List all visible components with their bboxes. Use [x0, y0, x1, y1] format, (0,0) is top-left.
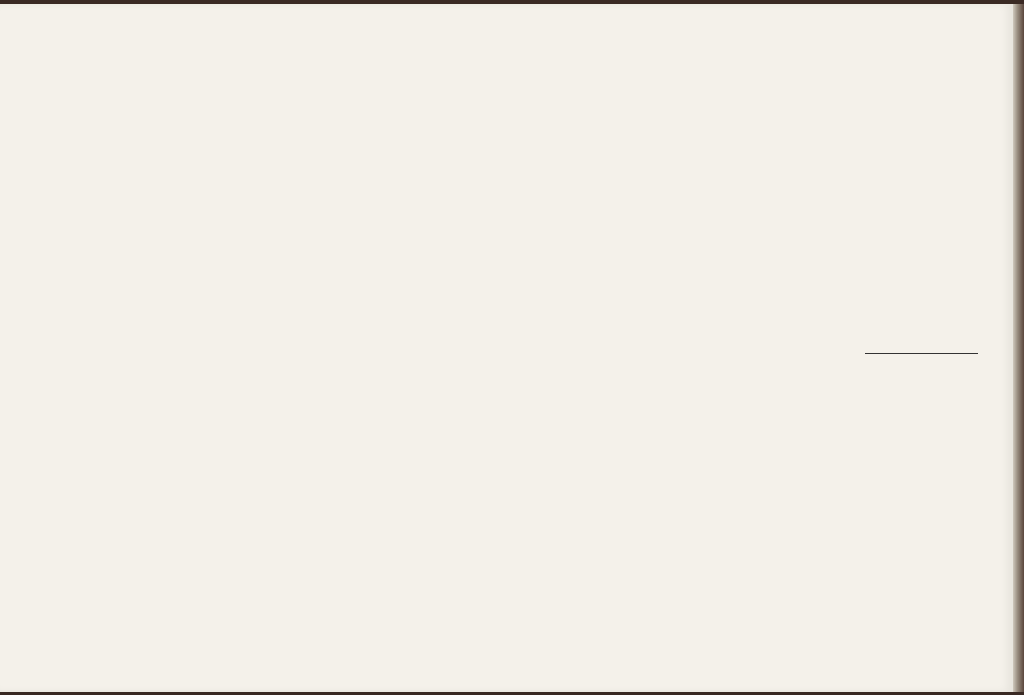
column-2 [385, 123, 413, 324]
rt-group-header [865, 351, 978, 354]
binding-edge [1013, 4, 1024, 692]
document-page [0, 4, 1013, 692]
column-3 [678, 123, 706, 220]
column-1 [90, 124, 100, 399]
